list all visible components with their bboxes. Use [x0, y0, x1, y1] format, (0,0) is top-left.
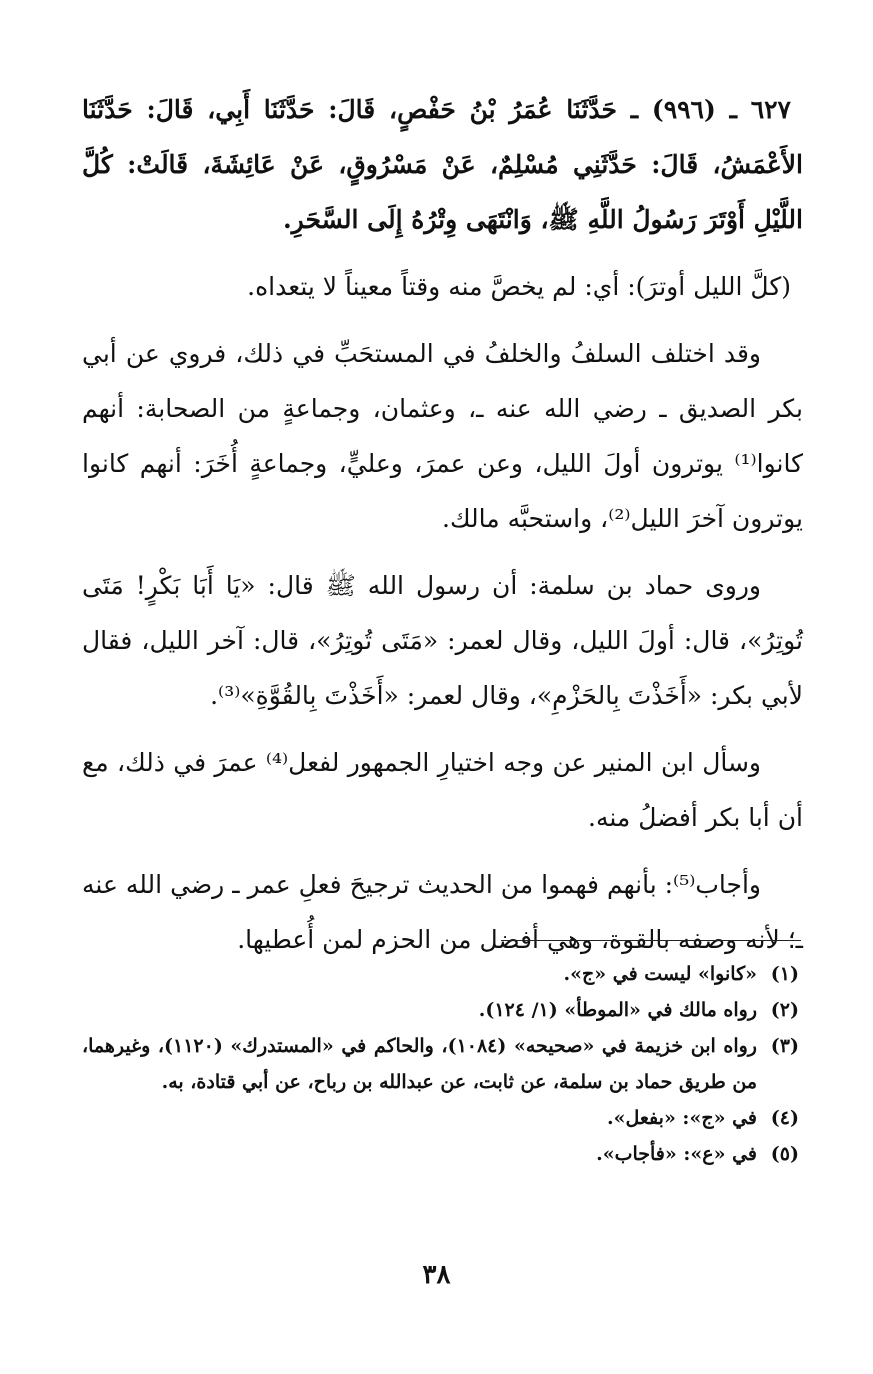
- footnote-number: (٢): [770, 999, 799, 1021]
- footnote-text: في «ع»: «فأجاب».: [596, 1143, 757, 1165]
- page-number: ٣٨: [422, 1260, 451, 1290]
- footnote-item: [82, 1028, 799, 1100]
- footnote-number: (١): [770, 963, 799, 985]
- commentary-paragraph: وقد اختلف السلفُ والخلفُ في المستحَبِّ في ذلك، فروي عن أبي بكر الصديق ـ رضي الله عنه ـ، وعثمان، وجماعةٍ من الصحابة: أنهم كانوا⁽¹⁾ يوترون أولَ الليل، وعن عمرَ، وعليٍّ، وجماعةٍ أُخَرَ: أنهم كانوا يوترون آخرَ الليل⁽²⁾، واستحبَّه مالك.: [82, 339, 803, 533]
- hadith-paragraph: ٦٢٧ ـ (٩٩٦) ـ حَدَّثَنَا عُمَرُ بْنُ حَفْصٍ، قَالَ: حَدَّثَنَا أَبِي، قَالَ: حَدَّثَنَا الأَعْمَشُ، قَالَ: حَدَّثَنِي مُسْلِمٌ، عَنْ مَسْرُوقٍ، عَنْ عَائِشَةَ، قَالَتْ: كُلَّ اللَّيْلِ أَوْتَرَ رَسُولُ اللَّهِ ﷺ، وَانْتَهَى وِتْرُهُ إِلَى السَّحَرِ.: [82, 95, 803, 234]
- commentary-paragraph: (كلَّ الليل أوترَ): أي: لم يخصَّ منه وقتاً معيناً لا يتعداه.: [247, 272, 791, 301]
- main-text: [82, 82, 803, 979]
- footnote-text: في «ج»: «بفعل».: [607, 1107, 757, 1129]
- footnote-text: رواه مالك في «الموطأ» (١/ ١٢٤).: [478, 999, 757, 1021]
- footnote-divider: [501, 940, 801, 941]
- footnote-text: رواه ابن خزيمة في «صحيحه» (١٠٨٤)، والحاكم في «المستدرك» (١١٢٠)، وغيرهما، من طريق حماد بن سلمة، عن ثابت، عن عبدالله بن رباح، عن أبي قتادة، به.: [82, 1035, 757, 1093]
- footnote-item: [82, 956, 799, 992]
- commentary-paragraph: وروى حماد بن سلمة: أن رسول الله ﷺ قال: «يَا أَبَا بَكْرٍ! مَتَى تُوتِرُ»، قال: أولَ الليل، وقال لعمر: «مَتَى تُوتِرُ»، قال: آخر الليل، فقال لأبي بكر: «أَخَذْتَ بِالحَزْمِ»، وقال لعمر: «أَخَذْتَ بِالقُوَّةِ»⁽³⁾.: [82, 571, 803, 710]
- footnote-item: [82, 1100, 799, 1136]
- footnote-text: «كانوا» ليست في «ج».: [563, 963, 757, 985]
- commentary-paragraph: وأجاب⁽⁵⁾: بأنهم فهموا من الحديث ترجيحَ فعلِ عمر ـ رضي الله عنه ـ؛ لأنه وصفه بالقوة، وهي أفضل من الحزم لمن أُعطيها.: [82, 870, 803, 954]
- footnote-item: [82, 992, 799, 1028]
- footnote-number: (٤): [770, 1107, 799, 1129]
- footnote-item: [82, 1136, 799, 1172]
- footnotes: [82, 956, 799, 1172]
- footnote-number: (٥): [770, 1143, 799, 1165]
- commentary-paragraph: وسأل ابن المنير عن وجه اختيارِ الجمهور لفعل⁽⁴⁾ عمرَ في ذلك، مع أن أبا بكر أفضلُ منه.: [82, 748, 803, 832]
- footnote-number: (٣): [770, 1035, 799, 1057]
